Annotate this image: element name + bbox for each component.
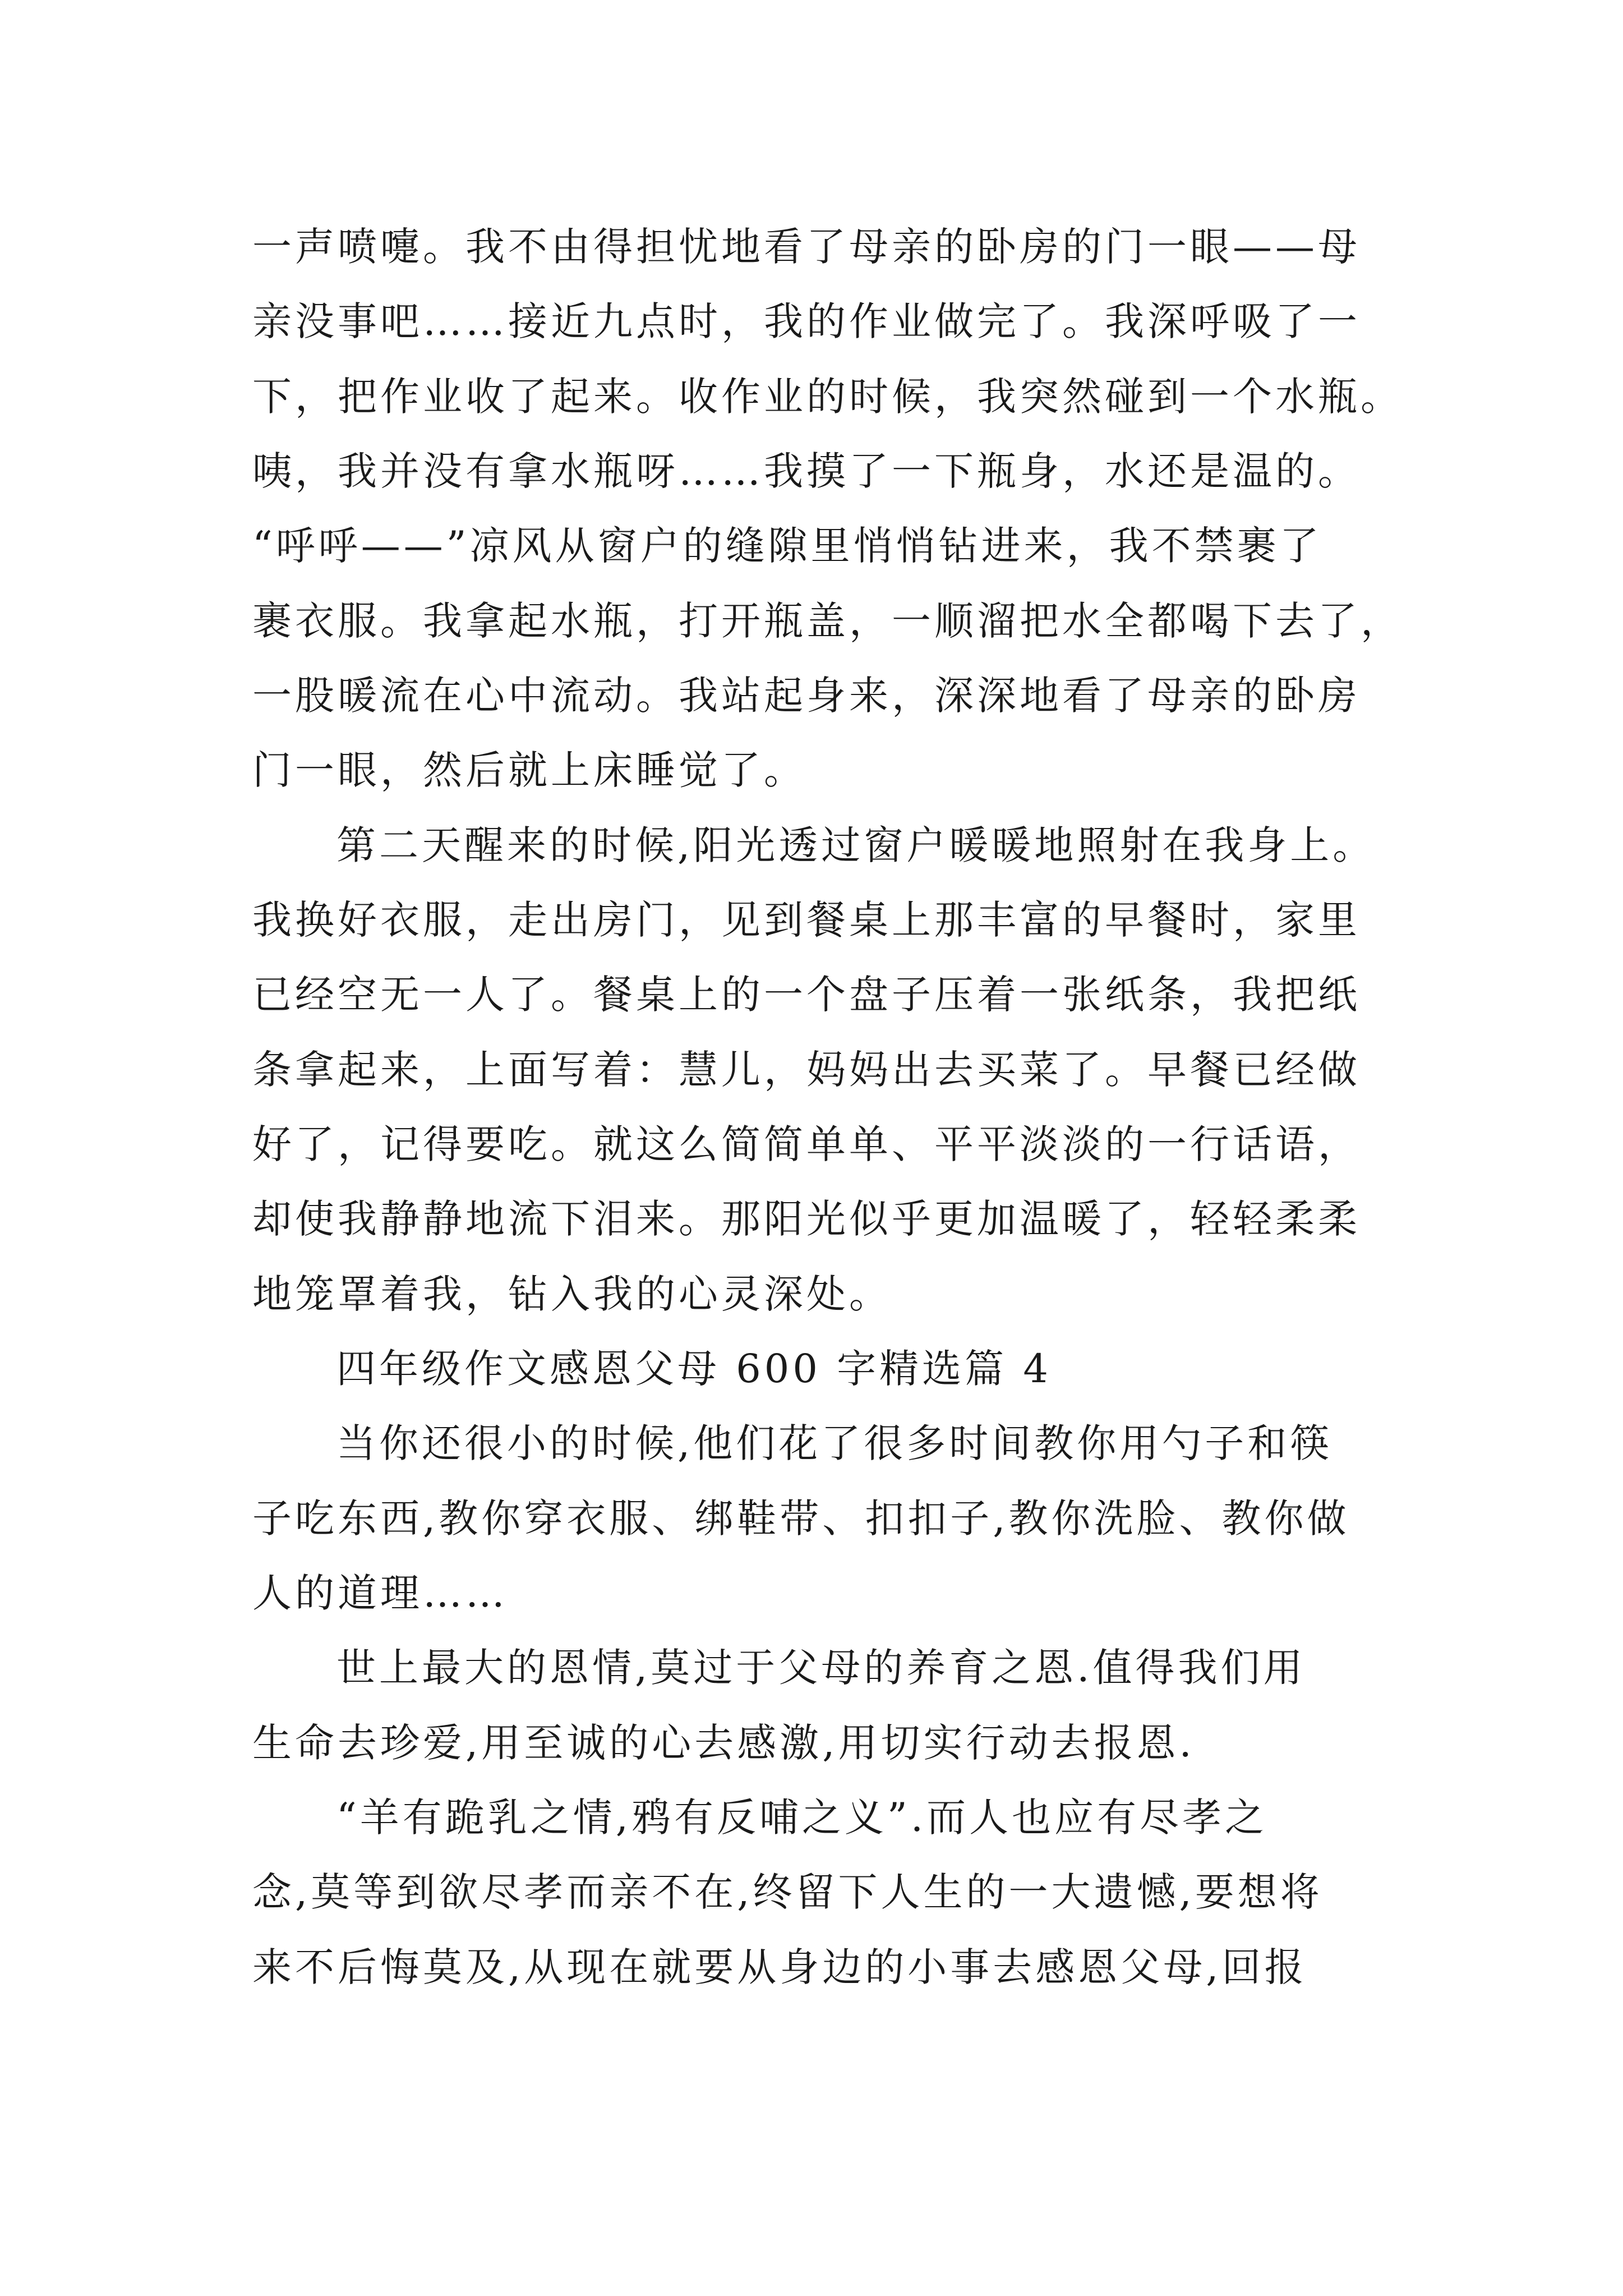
text-line: 裹衣服。我拿起水瓶，打开瓶盖，一顺溜把水全都喝下去了， (252, 598, 1403, 644)
text-line: 亲没事吧……接近九点时，我的作业做完了。我深呼吸了一 (252, 298, 1361, 344)
paragraph-start: 当你还很小的时候,他们花了很多时间教你用勺子和筷 (336, 1420, 1333, 1466)
text-line: 已经空无一人了。餐桌上的一个盘子压着一张纸条，我把纸 (252, 972, 1361, 1018)
text-line: 地笼罩着我，钻入我的心灵深处。 (252, 1271, 892, 1317)
text-line: “呼呼——”凉风从窗户的缝隙里悄悄钻进来，我不禁裹了 (252, 523, 1322, 569)
text-line: 念,莫等到欲尽孝而亲不在,终留下人生的一大遗憾,要想将 (252, 1869, 1323, 1915)
text-line: 好了，记得要吃。就这么简简单单、平平淡淡的一行话语， (252, 1121, 1361, 1167)
paragraph-start: 世上最大的恩情,莫过于父母的养育之恩.值得我们用 (336, 1645, 1306, 1691)
text-line: 咦，我并没有拿水瓶呀……我摸了一下瓶身，水还是温的。 (252, 448, 1361, 494)
text-line: 却使我静静地流下泪来。那阳光似乎更加温暖了，轻轻柔柔 (252, 1196, 1361, 1242)
text-line: 下，把作业收了起来。收作业的时候，我突然碰到一个水瓶。 (252, 374, 1403, 420)
text-line: 来不后悔莫及,从现在就要从身边的小事去感恩父母,回报 (252, 1944, 1307, 1990)
section-heading: 四年级作文感恩父母 600 字精选篇 4 (336, 1346, 1052, 1392)
text-line: 我换好衣服，走出房门，见到餐桌上那丰富的早餐时，家里 (252, 897, 1361, 943)
text-line: 生命去珍爱,用至诚的心去感激,用切实行动去报恩. (252, 1720, 1195, 1766)
text-line: 门一眼，然后就上床睡觉了。 (252, 747, 806, 793)
text-line: 条拿起来，上面写着：慧儿，妈妈出去买菜了。早餐已经做 (252, 1047, 1361, 1093)
paragraph-start: 第二天醒来的时候,阳光透过窗户暖暖地照射在我身上。 (336, 822, 1376, 868)
paragraph-start: “羊有跪乳之情,鸦有反哺之义”.而人也应有尽孝之 (336, 1795, 1268, 1841)
text-line: 子吃东西,教你穿衣服、绑鞋带、扣扣子,教你洗脸、教你做 (252, 1496, 1350, 1542)
text-line: 人的道理…… (252, 1570, 508, 1616)
text-line: 一股暖流在心中流动。我站起身来，深深地看了母亲的卧房 (252, 673, 1361, 719)
text-line: 一声喷嚏。我不由得担忧地看了母亲的卧房的门一眼——母 (252, 224, 1361, 270)
